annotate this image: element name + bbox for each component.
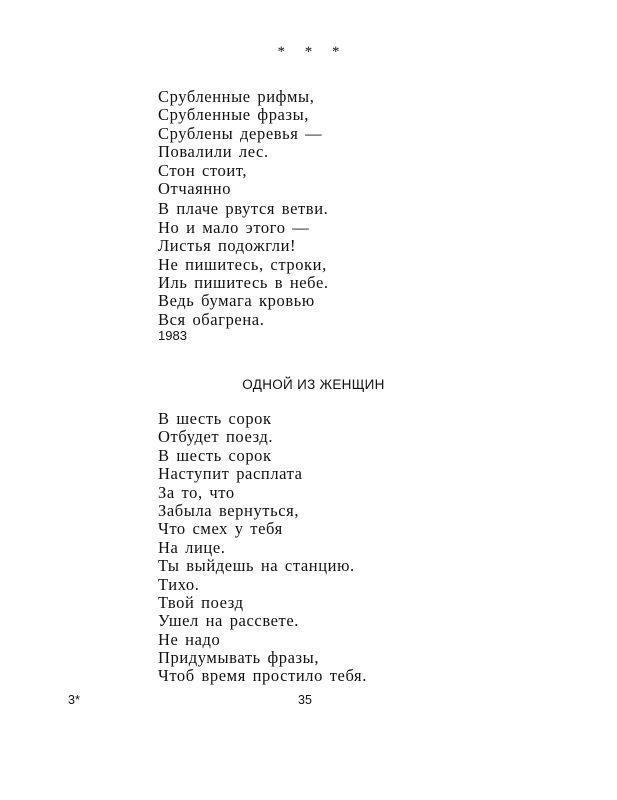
poem-line: Срубленные фразы, <box>158 105 309 125</box>
poem-line: На лице. <box>158 537 226 557</box>
poem-line: Срублены деревья — <box>158 123 323 143</box>
poem-line: Но и мало этого — <box>158 217 310 237</box>
section-divider-asterisks: * * * <box>277 44 348 60</box>
poem-line: Наступит расплата <box>158 464 303 484</box>
poem-line: Придумывать фразы, <box>158 648 320 668</box>
poem-title: ОДНОЙ ИЗ ЖЕНЩИН <box>242 377 385 392</box>
poem-year: 1983 <box>158 328 187 343</box>
printer-signature-mark: 3* <box>68 693 80 707</box>
poem-line: Что смех у тебя <box>158 519 283 539</box>
poem-line: В шесть сорок <box>158 445 272 465</box>
poem-line: Ушел на рассвете. <box>158 611 299 631</box>
poem-line: Листья подожгли! <box>158 236 297 256</box>
poem-line: Отбудет поезд. <box>158 427 274 447</box>
poem-line: Стон стоит, <box>158 160 248 180</box>
page-number: 35 <box>298 693 312 707</box>
poem-line: Тихо. <box>158 574 200 594</box>
poem-line: За то, что <box>158 482 235 502</box>
poem-line: Иль пишитесь в небе. <box>158 272 329 292</box>
poem-line: В плаче рвутся ветви. <box>158 199 329 219</box>
poem-line: Ты выйдешь на станцию. <box>158 556 355 576</box>
poem-line: В шесть сорок <box>158 409 272 428</box>
poem-line: Повалили лес. <box>158 142 269 162</box>
poem-line: Не пишитесь, строки, <box>158 254 327 274</box>
poem-second <box>158 410 367 686</box>
poem-line: Не надо <box>158 629 221 649</box>
poem-line: Ведь бумага кровью <box>158 291 315 311</box>
poem-line: Вся обагрена. <box>158 309 265 329</box>
poem-line: Чтоб время простило тебя. <box>158 666 367 686</box>
poem-line: Твой поезд <box>158 592 244 612</box>
poem-first <box>158 88 329 329</box>
poem-line: Срубленные рифмы, <box>158 87 315 106</box>
poem-line: Забыла вернуться, <box>158 500 300 520</box>
poem-line: Отчаянно <box>158 178 232 198</box>
